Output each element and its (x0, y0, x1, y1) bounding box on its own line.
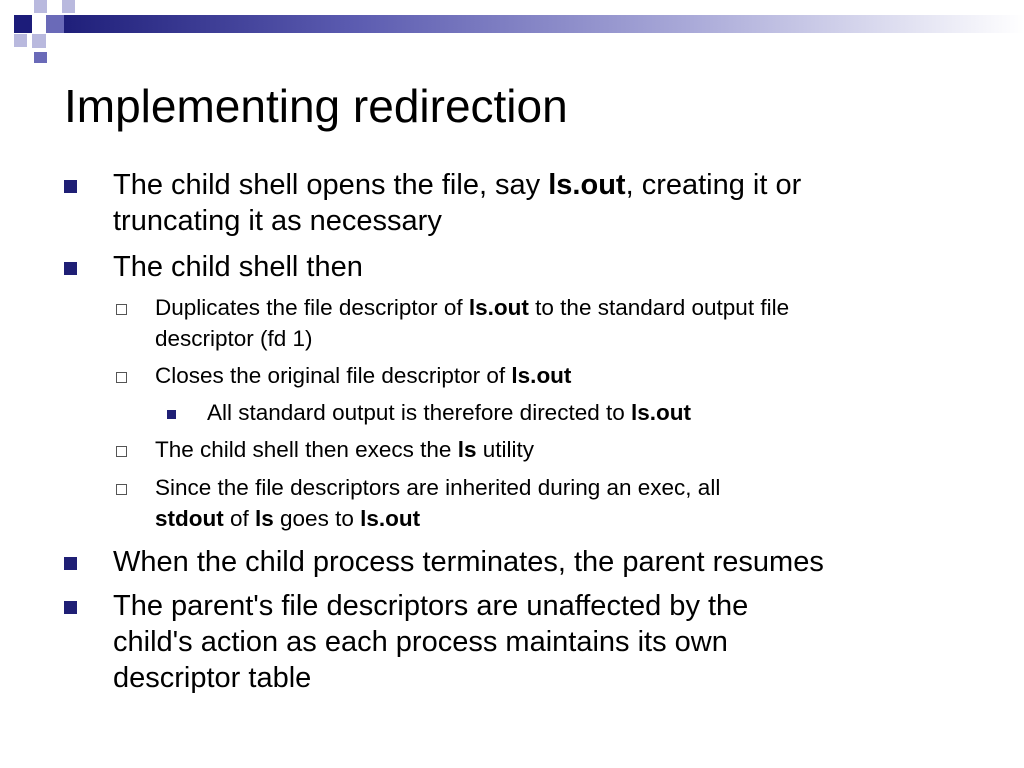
sub-bullet-4-bold-command: ls (255, 506, 274, 531)
bullet-item-4 (113, 588, 748, 696)
bullet-square-icon (64, 601, 77, 614)
sub-bullet-2-bold-filename: ls.out (511, 363, 572, 388)
sub-bullet-3-bold-command: ls (457, 437, 477, 462)
small-square-bullet-icon (167, 410, 176, 419)
bullet-item-3 (113, 544, 824, 580)
bullet-4-text-line1: The parent's file descriptors are unaffected by the (113, 590, 749, 622)
sub-bullet-item-3 (155, 434, 534, 465)
bullet-1-text-line2: truncating it as necessary (113, 205, 442, 237)
sub-bullet-1-bold-filename: ls.out (468, 295, 529, 320)
hollow-square-bullet-icon (116, 446, 127, 457)
bullet-1-text-post: , creating it or (625, 169, 802, 201)
sub-bullet-4-bold-stdout: stdout (155, 506, 224, 531)
sub-bullet-1-text-post: to the standard output file (528, 295, 790, 320)
sub-sub-bullet-1-bold-filename: ls.out (631, 400, 691, 425)
bullet-3-text: When the child process terminates, the parent resumes (113, 546, 824, 578)
bullet-square-icon (64, 180, 77, 193)
hollow-square-bullet-icon (116, 304, 127, 315)
sub-bullet-1-text-pre: Duplicates the file descriptor of (155, 295, 469, 320)
bullet-item-1 (113, 167, 801, 239)
sub-bullet-3-text-post: utility (476, 437, 534, 462)
bullet-square-icon (64, 262, 77, 275)
bullet-4-text-line3: descriptor table (113, 662, 312, 694)
sub-bullet-2-text-pre: Closes the original file descriptor of (155, 363, 512, 388)
sub-bullet-3-text-pre: The child shell then execs the (155, 437, 458, 462)
sub-bullet-4-text-line1: Since the file descriptors are inherited during an exec, all (155, 475, 721, 500)
slide-title: Implementing redirection (64, 80, 568, 132)
sub-sub-bullet-1-text-pre: All standard output is therefore directed to (207, 400, 631, 425)
bullet-1-bold-filename: ls.out (548, 169, 626, 201)
sub-bullet-4-bold-filename: ls.out (360, 506, 421, 531)
sub-bullet-4-text-mid1: of (223, 506, 256, 531)
bullet-square-icon (64, 557, 77, 570)
hollow-square-bullet-icon (116, 372, 127, 383)
sub-sub-bullet-item-1 (207, 397, 691, 428)
sub-bullet-item-4 (155, 472, 720, 534)
bullet-1-text-pre: The child shell opens the file, say (113, 169, 549, 201)
bullet-2-text: The child shell then (113, 251, 363, 283)
sub-bullet-item-2 (155, 360, 571, 391)
sub-bullet-1-text-line2: descriptor (fd 1) (155, 326, 313, 351)
bullet-item-2 (113, 249, 363, 285)
sub-bullet-item-1 (155, 292, 789, 354)
bullet-4-text-line2: child's action as each process maintains its own (113, 626, 728, 658)
hollow-square-bullet-icon (116, 484, 127, 495)
sub-bullet-4-text-mid2: goes to (273, 506, 361, 531)
